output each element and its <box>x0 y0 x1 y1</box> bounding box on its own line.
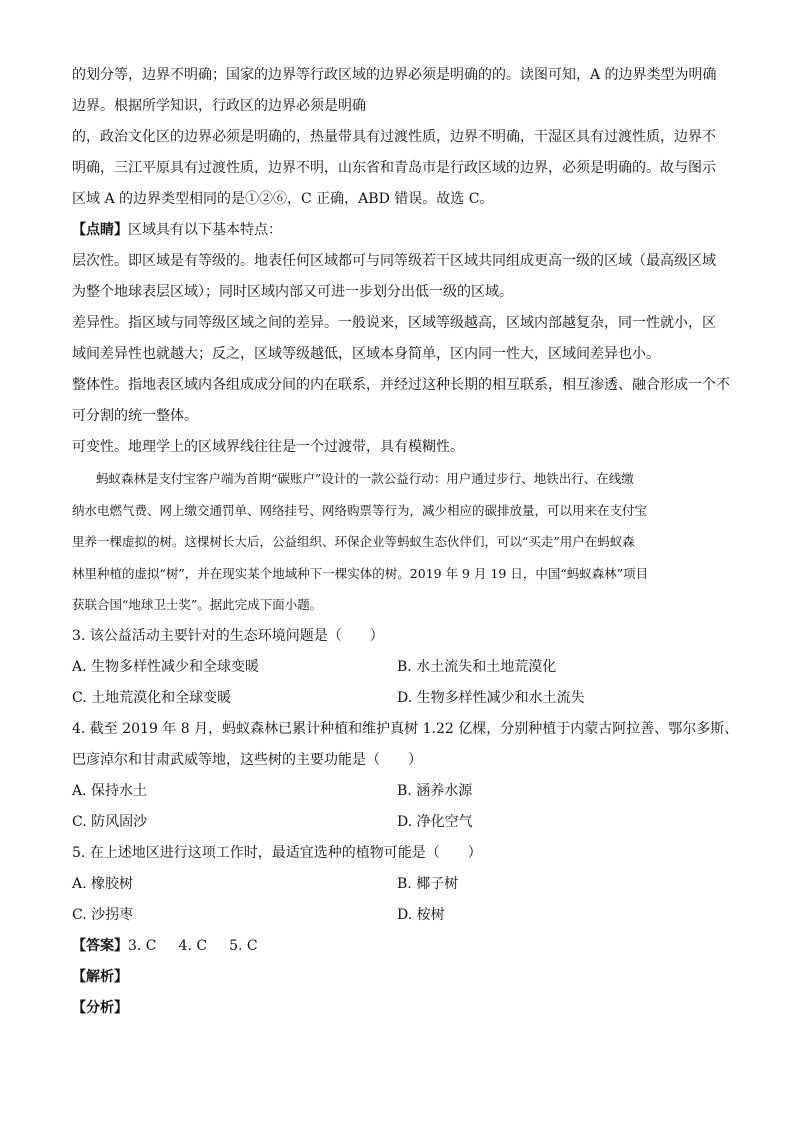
question-5 <box>72 838 722 931</box>
answer-label: 【答案】 <box>72 937 128 954</box>
explanation-line: 的，政治文化区的边界必须是明确的，热量带具有过渡性质，边界不明确，干湿区具有过渡性质，边界不 <box>72 129 716 145</box>
options-row <box>72 776 722 807</box>
options-row <box>72 807 722 838</box>
option-b: B. 椰子树 <box>397 875 459 892</box>
question-4 <box>72 714 739 838</box>
question-stem: 4. 截至 2019 年 8 月，蚂蚁森林已累计种植和维护真树 1.22 亿棵，分别种植于内蒙古阿拉善、鄂尔多斯、 <box>72 720 739 737</box>
option-b: B. 水土流失和土地荒漠化 <box>397 658 557 675</box>
question-3 <box>72 621 722 714</box>
passage-line: 蚂蚁森林是支付宝客户端为首期“碳账户”设计的一款公益行动：用户通过步行、地铁出行、在线缴 <box>96 471 634 486</box>
document-page <box>72 60 739 1024</box>
question-stem-continued: 巴彦淖尔和甘肃武威等地，这些树的主要功能是（ ） <box>72 751 422 768</box>
options-row <box>72 900 722 931</box>
feature-line: 层次性。即区域是有等级的。地表任何区域都可与同等级若干区域共同组成更高一级的区域（最高级区域 <box>72 253 716 269</box>
options-row <box>72 652 722 683</box>
options-row <box>72 869 722 900</box>
option-a: A. 保持水土 <box>72 782 148 799</box>
option-a: A. 橡胶树 <box>72 875 134 892</box>
explanation-block <box>72 60 722 215</box>
dianjing-text: 区域具有以下基本特点： <box>128 222 282 238</box>
option-d: D. 生物多样性减少和水土流失 <box>397 689 585 706</box>
feature-line: 整体性。指地表区域内各组成成分间的内在联系，并经过这种长期的相互联系，相互渗透、融合形成一个不 <box>72 377 730 393</box>
passage-line: 获联合国“地球卫士奖”。据此完成下面小题。 <box>72 597 323 612</box>
jiexi-heading: 【解析】 <box>72 968 128 985</box>
fenxi-heading: 【分析】 <box>72 999 128 1016</box>
answer-4: 4. C <box>178 937 208 954</box>
question-stem: 3. 该公益活动主要针对的生态环境问题是（ ） <box>72 627 384 644</box>
option-a: A. 生物多样性减少和全球变暖 <box>72 658 260 675</box>
explanation-line: 边界。根据所学知识，行政区的边界必须是明确 <box>72 98 366 114</box>
option-c: C. 沙拐枣 <box>72 906 134 923</box>
option-b: B. 涵养水源 <box>397 782 473 799</box>
option-c: C. 土地荒漠化和全球变暖 <box>72 689 232 706</box>
dianjing-label: 【点睛】 <box>72 222 128 238</box>
feature-line: 为整个地球表层区域）；同时区域内部又可进一步划分出低一级的区域。 <box>72 284 513 300</box>
answer-5: 5. C <box>229 937 258 954</box>
dianjing-heading <box>72 215 722 246</box>
feature-line: 差异性。指区域与同等级区域之间的差异。一般说来，区域等级越高，区域内部越复杂，同一性就小，区 <box>72 315 716 331</box>
passage-line: 里养一棵虚拟的树。这棵树长大后，公益组织、环保企业等蚂蚁生态伙伴们，可以“买走”用户在蚂蚁森 <box>72 534 635 549</box>
passage-line: 林里种植的虚拟“树”，并在现实某个地域种下一棵实体的树。2019 年 9 月 19 日，中国“蚂蚁森林”项目 <box>72 565 649 581</box>
passage-line: 纳水电燃气费、网上缴交通罚单、网络挂号、网络购票等行为，减少相应的碳排放量，可以用来在支付宝 <box>72 502 648 518</box>
explanation-line: 区域 A 的边界类型相同的是①②⑥，C 正确，ABD 错误。故选 C。 <box>72 191 494 207</box>
option-c: C. 防风固沙 <box>72 813 148 830</box>
answer-3: 3. C <box>128 937 157 954</box>
feature-line: 域间差异性也就越大；反之，区域等级越低，区域本身简单，区内同一性大，区域间差异也小。 <box>72 346 660 362</box>
features-block <box>72 246 730 463</box>
feature-line: 可变性。地理学上的区域界线往往是一个过渡带，具有模糊性。 <box>72 439 464 455</box>
feature-line: 可分割的统一整体。 <box>72 408 198 424</box>
reading-passage <box>72 463 722 621</box>
answer-line <box>72 931 722 962</box>
explanation-line: 明确，三江平原具有过渡性质，边界不明，山东省和青岛市是行政区域的边界，必须是明确的。故与图示 <box>72 160 716 176</box>
question-stem: 5. 在上述地区进行这项工作时，最适宜选种的植物可能是（ ） <box>72 844 482 861</box>
option-d: D. 桉树 <box>397 906 445 923</box>
option-d: D. 净化空气 <box>397 813 473 830</box>
explanation-line: 的划分等，边界不明确；国家的边界等行政区域的边界必须是明确的的。读图可知，A 的边界类型为明确 <box>72 67 717 83</box>
options-row <box>72 683 722 714</box>
